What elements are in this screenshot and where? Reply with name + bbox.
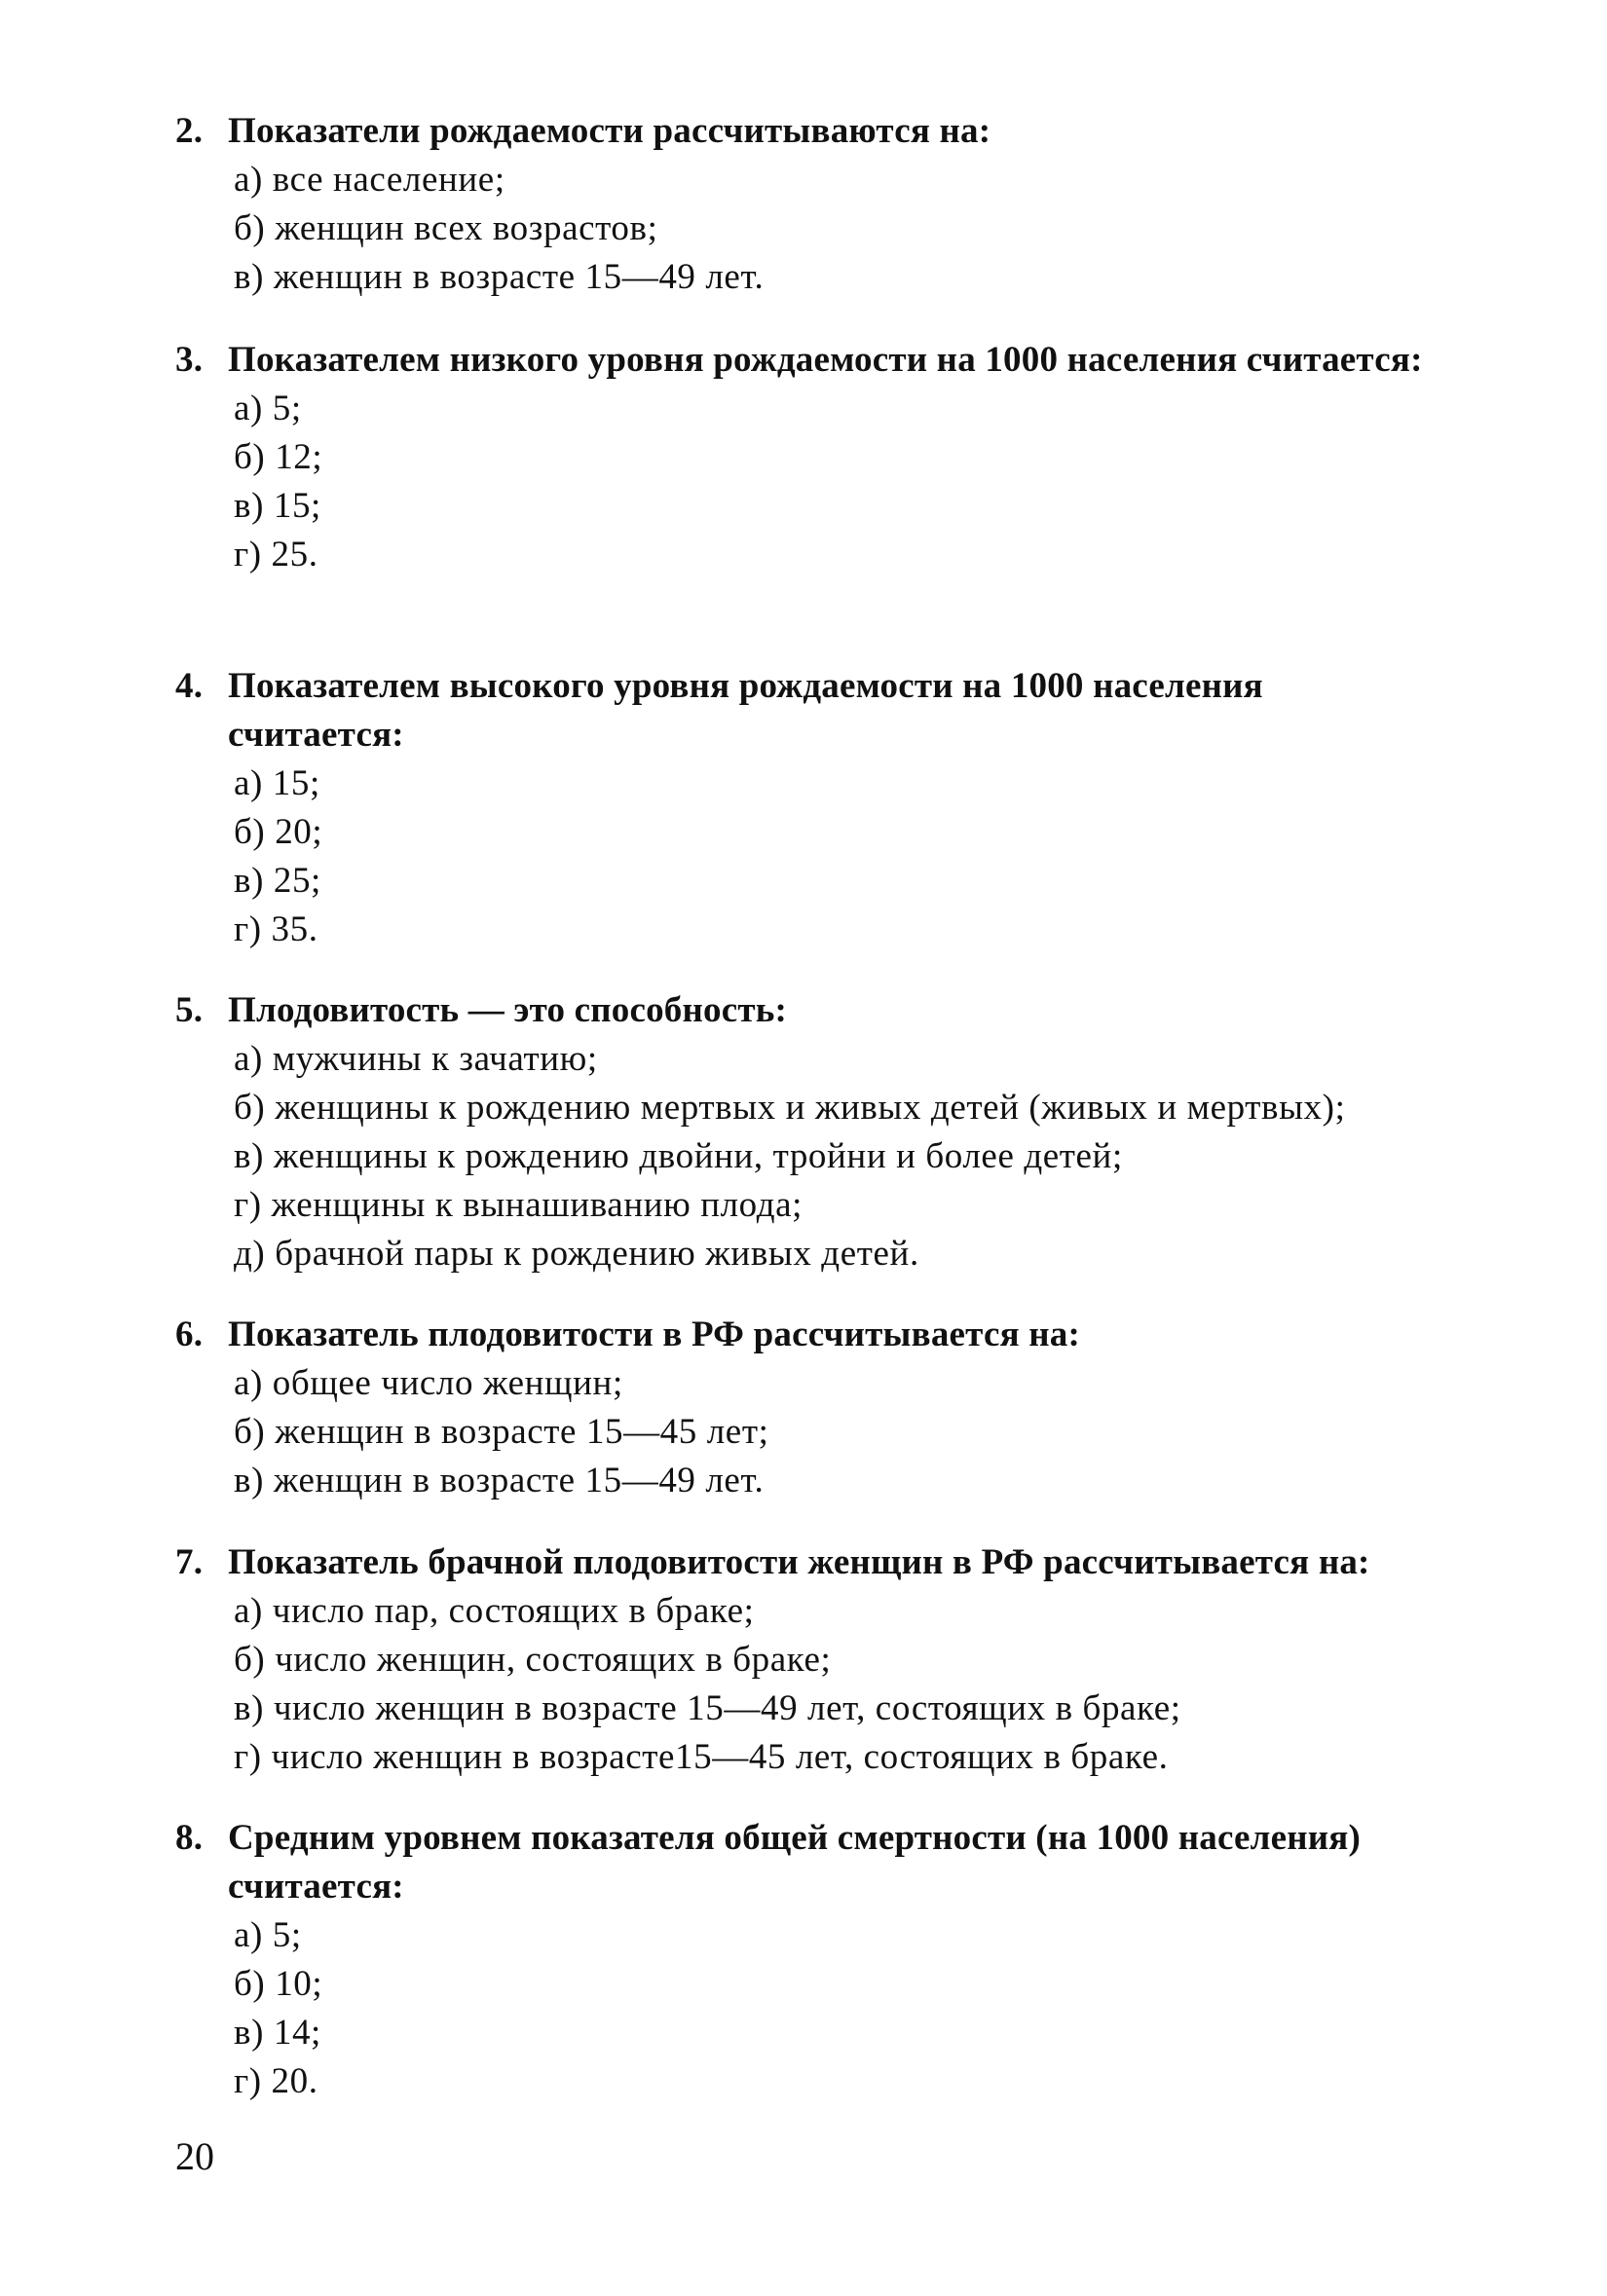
- answer-option: г) 20.: [234, 2061, 318, 2101]
- answer-option: б) 12;: [234, 437, 323, 477]
- answer-option: в) число женщин в возрасте 15—49 лет, состоящих в браке;: [234, 1688, 1181, 1728]
- question-3: [175, 336, 1441, 579]
- question-number: 4.: [175, 666, 204, 706]
- question-text: Показателем высокого уровня рождаемости на 1000 населения считается:: [228, 666, 1263, 755]
- answer-option: б) 10;: [234, 1964, 323, 2004]
- question-text: Показатели рождаемости рассчитываются на:: [228, 111, 991, 151]
- question-number: 3.: [175, 340, 204, 380]
- page-number: 20: [175, 2134, 214, 2178]
- answer-option: г) женщины к вынашиванию плода;: [234, 1185, 804, 1225]
- answer-option: а) все население;: [234, 160, 505, 200]
- question-title: [175, 1814, 1441, 1911]
- answer-option: в) женщин в возрасте 15—49 лет.: [234, 257, 765, 297]
- answer-option: а) мужчины к зачатию;: [234, 1039, 598, 1079]
- question-5: [175, 986, 1441, 1278]
- answer-options: [175, 1911, 1441, 2106]
- answer-option: а) 5;: [234, 1915, 302, 1955]
- question-text: Показатель брачной плодовитости женщин в РФ рассчитывается на:: [228, 1542, 1370, 1582]
- question-title: [175, 336, 1441, 385]
- question-text: Плодовитость — это способность:: [228, 990, 788, 1030]
- question-4: [175, 662, 1441, 954]
- answer-options: [175, 156, 1441, 302]
- question-text: Показатель плодовитости в РФ рассчитывается на:: [228, 1315, 1080, 1354]
- answer-options: [175, 1587, 1441, 1782]
- question-title: [175, 986, 1441, 1035]
- answer-option: а) число пар, состоящих в браке;: [234, 1591, 755, 1631]
- answer-option: д) брачной пары к рождению живых детей.: [234, 1234, 919, 1274]
- answer-option: в) 25;: [234, 861, 321, 901]
- question-number: 7.: [175, 1542, 204, 1582]
- answer-options: [175, 1359, 1441, 1505]
- question-text: Показателем низкого уровня рождаемости на 1000 населения считается:: [228, 340, 1423, 380]
- answer-option: в) женщины к рождению двойни, тройни и более детей;: [234, 1136, 1123, 1176]
- answer-option: в) женщин в возрасте 15—49 лет.: [234, 1461, 765, 1500]
- answer-option: б) женщин в возрасте 15—45 лет;: [234, 1412, 769, 1452]
- question-number: 5.: [175, 990, 204, 1030]
- answer-option: г) число женщин в возрасте15—45 лет, состоящих в браке.: [234, 1737, 1169, 1777]
- question-text: Средним уровнем показателя общей смертности (на 1000 населения) считается:: [228, 1818, 1362, 1907]
- answer-option: б) 20;: [234, 812, 323, 852]
- question-title: [175, 662, 1441, 759]
- question-2: [175, 107, 1441, 302]
- answer-options: [175, 1035, 1441, 1278]
- question-number: 2.: [175, 111, 204, 151]
- answer-option: в) 15;: [234, 486, 321, 526]
- answer-option: б) женщин всех возрастов;: [234, 208, 658, 248]
- question-8: [175, 1814, 1441, 2106]
- answer-option: г) 25.: [234, 535, 318, 574]
- answer-option: а) общее число женщин;: [234, 1363, 623, 1403]
- answer-option: г) 35.: [234, 909, 318, 949]
- answer-option: а) 15;: [234, 763, 320, 803]
- answer-option: а) 5;: [234, 389, 302, 428]
- answer-option: б) женщины к рождению мертвых и живых детей (живых и мертвых);: [234, 1088, 1346, 1128]
- question-title: [175, 107, 1441, 156]
- question-number: 8.: [175, 1818, 204, 1858]
- question-6: [175, 1311, 1441, 1505]
- answer-options: [175, 759, 1441, 954]
- question-7: [175, 1538, 1441, 1782]
- question-number: 6.: [175, 1315, 204, 1354]
- answer-option: б) число женщин, состоящих в браке;: [234, 1640, 832, 1680]
- question-title: [175, 1311, 1441, 1359]
- answer-option: в) 14;: [234, 2013, 321, 2053]
- answer-options: [175, 385, 1441, 579]
- question-title: [175, 1538, 1441, 1587]
